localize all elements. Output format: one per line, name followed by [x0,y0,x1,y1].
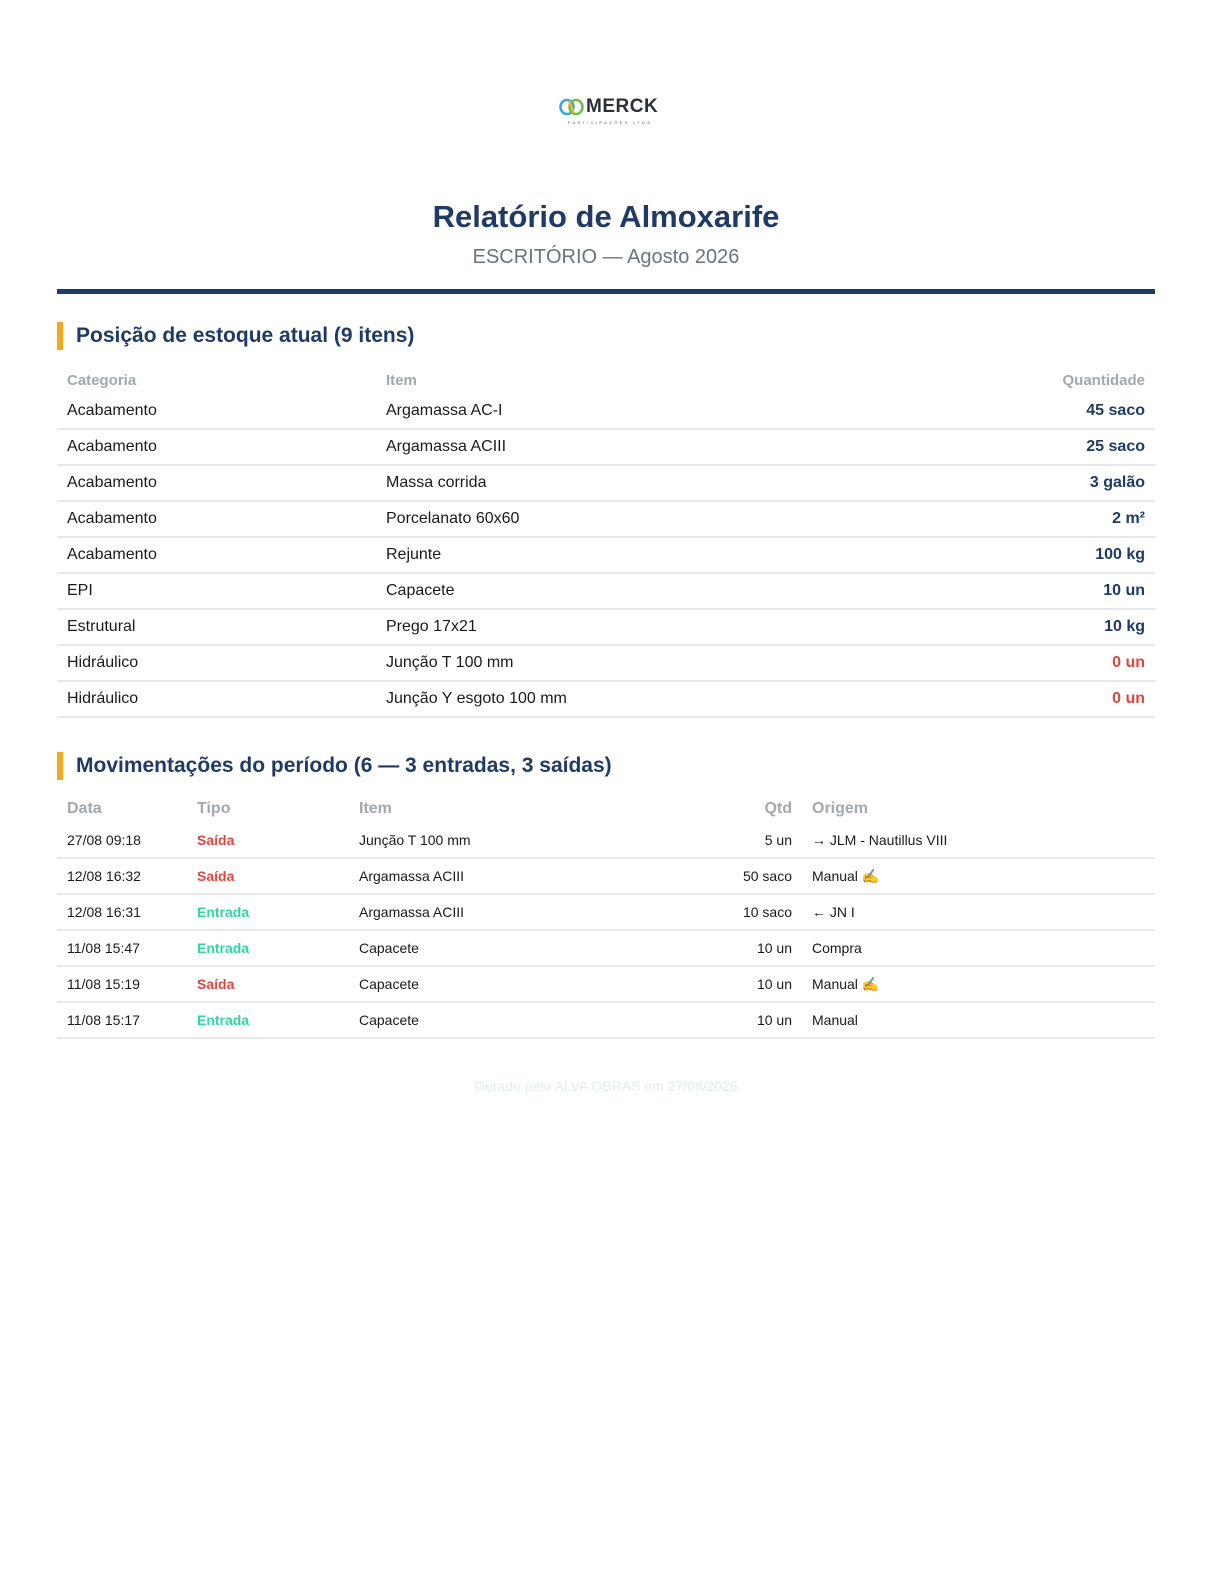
cell-quantidade: 10 kg [936,609,1155,645]
logo-brand: MERCK [586,96,659,117]
cell-item: Porcelanato 60x60 [376,501,936,537]
table-row [57,429,1155,465]
cell-categoria: Acabamento [57,465,376,501]
cell-data: 11/08 15:47 [57,930,187,966]
cell-item: Argamassa ACIII [376,429,936,465]
table-row [57,894,1155,930]
page-title: Relatório de Almoxarife [432,199,780,234]
table-row [57,858,1155,894]
cell-tipo: Saída [187,966,349,1002]
table-row [57,645,1155,681]
logo-subtitle: PARTICIPAÇÕES LTDA [567,120,653,125]
table-row [57,823,1155,858]
infinity-logo-icon [559,97,585,117]
cell-item: Argamassa AC-I [376,394,936,429]
cell-origem: ← JN I [802,894,1155,930]
stock-table [57,366,1155,718]
cell-quantidade: 0 un [936,681,1155,717]
cell-categoria: Acabamento [57,429,376,465]
table-row [57,501,1155,537]
cell-categoria: Acabamento [57,537,376,573]
table-row [57,609,1155,645]
page-subtitle: ESCRITÓRIO — Agosto 2026 [472,246,740,268]
cell-categoria: Hidráulico [57,681,376,717]
column-header-item: Item [359,800,392,817]
cell-data: 12/08 16:31 [57,894,187,930]
cell-origem: → JLM - Nautillus VIII [802,823,1155,858]
cell-quantidade: 2 m² [936,501,1155,537]
cell-item: Junção Y esgoto 100 mm [376,681,936,717]
cell-origem: Compra [802,930,1155,966]
cell-quantidade: 25 saco [936,429,1155,465]
stock-section-title: Posição de estoque atual (9 itens) [57,322,414,350]
cell-categoria: Hidráulico [57,645,376,681]
movements-table [57,795,1155,1039]
cell-item: Argamassa ACIII [349,858,694,894]
cell-origem: Manual ✍️ [802,966,1155,1002]
column-header-item: Item [386,371,417,389]
cell-item: Junção T 100 mm [349,823,694,858]
table-row [57,1002,1155,1038]
movements-section-title: Movimentações do período (6 — 3 entradas, 3 saídas) [57,752,612,780]
cell-origem: Manual ✍️ [802,858,1155,894]
column-header-categoria: Categoria [67,371,137,389]
cell-qtd: 10 un [694,1002,802,1038]
table-row [57,394,1155,429]
column-header-data: Data [67,800,102,817]
cell-item: Capacete [349,966,694,1002]
cell-item: Junção T 100 mm [376,645,936,681]
column-header-qtd: Qtd [764,800,792,817]
cell-item: Capacete [349,1002,694,1038]
cell-categoria: EPI [57,573,376,609]
cell-quantidade: 3 galão [936,465,1155,501]
column-header-origem: Origem [812,800,869,817]
cell-tipo: Entrada [187,930,349,966]
cell-categoria: Acabamento [57,501,376,537]
cell-quantidade: 45 saco [936,394,1155,429]
stock-header-row [57,366,1155,394]
cell-item: Massa corrida [376,465,936,501]
cell-categoria: Estrutural [57,609,376,645]
report-footer: Gerado pelo ALVA OBRAS em 27/08/2026 [474,1078,738,1094]
cell-item: Prego 17x21 [376,609,936,645]
cell-categoria: Acabamento [57,394,376,429]
header-divider [57,289,1155,294]
cell-item: Capacete [349,930,694,966]
cell-item: Argamassa ACIII [349,894,694,930]
cell-quantidade: 0 un [936,645,1155,681]
cell-qtd: 10 un [694,966,802,1002]
cell-qtd: 5 un [694,823,802,858]
table-row [57,681,1155,717]
cell-data: 11/08 15:17 [57,1002,187,1038]
cell-item: Capacete [376,573,936,609]
column-header-tipo: Tipo [197,800,231,817]
cell-data: 12/08 16:32 [57,858,187,894]
company-logo [559,95,659,127]
cell-qtd: 50 saco [694,858,802,894]
cell-qtd: 10 un [694,930,802,966]
table-row [57,966,1155,1002]
cell-quantidade: 10 un [936,573,1155,609]
cell-item: Rejunte [376,537,936,573]
cell-tipo: Saída [187,858,349,894]
table-row [57,573,1155,609]
cell-origem: Manual [802,1002,1155,1038]
table-row [57,537,1155,573]
cell-data: 27/08 09:18 [57,823,187,858]
column-header-quantidade: Quantidade [1062,371,1145,389]
cell-data: 11/08 15:19 [57,966,187,1002]
table-row [57,465,1155,501]
movements-header-row [57,795,1155,823]
cell-tipo: Entrada [187,894,349,930]
cell-tipo: Entrada [187,1002,349,1038]
table-row [57,930,1155,966]
cell-tipo: Saída [187,823,349,858]
cell-qtd: 10 saco [694,894,802,930]
cell-quantidade: 100 kg [936,537,1155,573]
